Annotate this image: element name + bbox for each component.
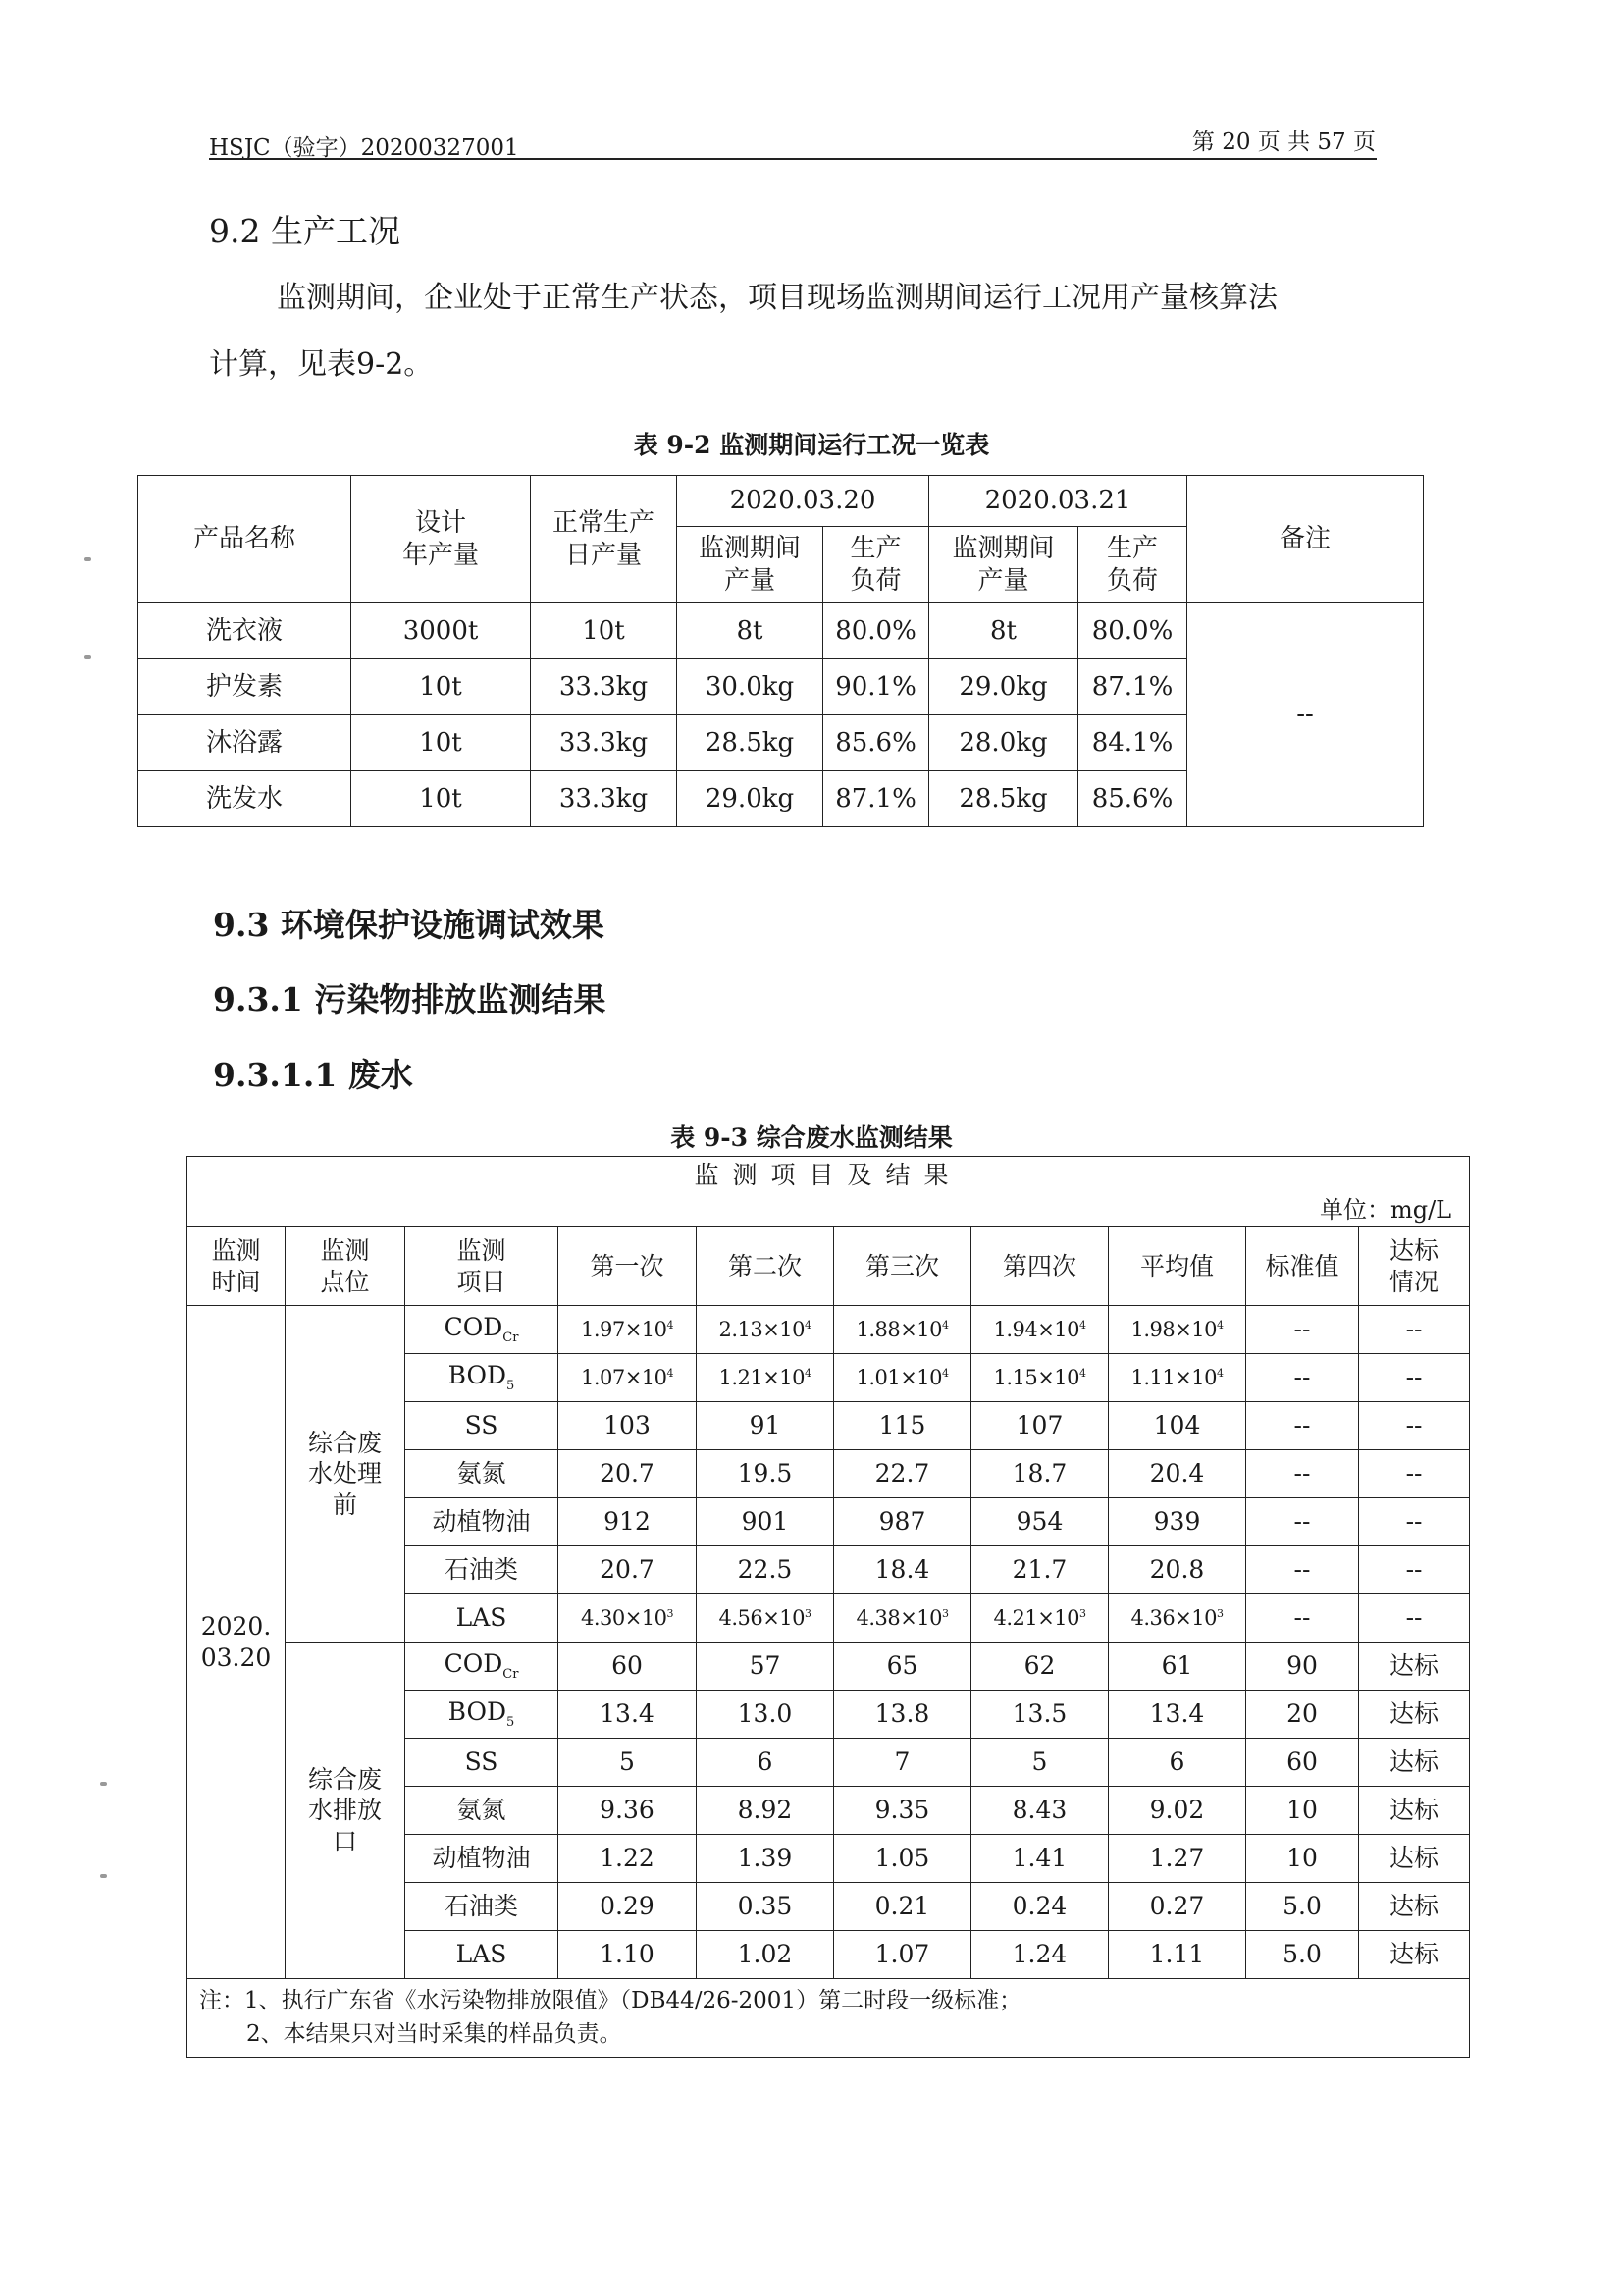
cell-value: 18.4 — [834, 1546, 971, 1594]
cell-standard: 10 — [1246, 1787, 1359, 1835]
cell-item: LAS — [405, 1931, 558, 1979]
cell-compliance: -- — [1359, 1402, 1470, 1450]
cell-design: 10t — [351, 715, 531, 771]
section-9-2-title: 9.2 生产工况 — [209, 212, 400, 250]
paragraph-line-1: 监测期间，企业处于正常生产状态，项目现场监测期间运行工况用产量核算法 — [277, 281, 1278, 315]
cell-value: 7 — [834, 1739, 971, 1787]
header-point: 监测 点位 — [286, 1227, 405, 1306]
cell-value: $1.07\times 10^4$ — [558, 1354, 697, 1402]
cell-value: 61 — [1109, 1643, 1246, 1691]
cell-standard: -- — [1246, 1402, 1359, 1450]
cell-output: 30.0kg — [677, 659, 823, 715]
cell-value: $1.11\times 10^4$ — [1109, 1354, 1246, 1402]
header-normal: 正常生产 日产量 — [531, 476, 677, 603]
cell-value: $4.21\times 10^3$ — [971, 1594, 1109, 1643]
cell-load: 84.1% — [1078, 715, 1187, 771]
header-first: 第一次 — [558, 1227, 697, 1306]
cell-compliance: 达标 — [1359, 1739, 1470, 1787]
page-info: 第 20 页 共 57 页 — [1191, 130, 1376, 155]
cell-value: 8.43 — [971, 1787, 1109, 1835]
cell-value: 13.5 — [971, 1691, 1109, 1739]
cell-item: $BOD_5$ — [405, 1691, 558, 1739]
cell-value: 115 — [834, 1402, 971, 1450]
cell-value: $1.01\times 10^4$ — [834, 1354, 971, 1402]
cell-load: 90.1% — [823, 659, 929, 715]
cell-value: 1.22 — [558, 1835, 697, 1883]
cell-value: 9.36 — [558, 1787, 697, 1835]
cell-standard: -- — [1246, 1498, 1359, 1546]
cell-daily: 33.3kg — [531, 771, 677, 827]
cell-value: 103 — [558, 1402, 697, 1450]
cell-value: $4.56\times 10^3$ — [697, 1594, 834, 1643]
header-design: 设计 年产量 — [351, 476, 531, 603]
header-output: 监测期间 产量 — [677, 527, 823, 603]
cell-value: 1.24 — [971, 1931, 1109, 1979]
cell-value: 107 — [971, 1402, 1109, 1450]
cell-value: $2.13\times 10^4$ — [697, 1306, 834, 1354]
cell-load: 85.6% — [823, 715, 929, 771]
header-remark: 备注 — [1187, 476, 1424, 603]
cell-value: 6 — [1109, 1739, 1246, 1787]
cell-value: 0.29 — [558, 1883, 697, 1931]
cell-design: 10t — [351, 771, 531, 827]
header-second: 第二次 — [697, 1227, 834, 1306]
cell-load: 80.0% — [823, 603, 929, 659]
cell-daily: 33.3kg — [531, 715, 677, 771]
cell-value: 6 — [697, 1739, 834, 1787]
cell-value: 19.5 — [697, 1450, 834, 1498]
header-load: 生产 负荷 — [1078, 527, 1187, 603]
cell-value: $4.38\times 10^3$ — [834, 1594, 971, 1643]
cell-value: 1.39 — [697, 1835, 834, 1883]
table-9-3-caption: 表 9-3 综合废水监测结果 — [670, 1123, 953, 1152]
scan-speck — [100, 1874, 107, 1878]
cell-value: 13.0 — [697, 1691, 834, 1739]
cell-value: 22.7 — [834, 1450, 971, 1498]
note-line-1: 注：1、执行广东省《水污染物排放限值》（DB44/26-2001）第二时段一级标准； — [199, 1988, 1022, 2014]
cell-value: $1.15\times 10^4$ — [971, 1354, 1109, 1402]
header-item: 监测 项目 — [405, 1227, 558, 1306]
cell-output: 29.0kg — [929, 659, 1078, 715]
cell-point: 综合废 水处理 前 — [286, 1306, 405, 1643]
cell-value: $1.97\times 10^4$ — [558, 1306, 697, 1354]
cell-value: 20.7 — [558, 1546, 697, 1594]
cell-value: 5 — [558, 1739, 697, 1787]
cell-value: $1.21\times 10^4$ — [697, 1354, 834, 1402]
cell-item: $COD_{Cr}$ — [405, 1306, 558, 1354]
cell-output: 29.0kg — [677, 771, 823, 827]
report-number: HSJC（验字）20200327001 — [209, 135, 519, 161]
cell-standard: 5.0 — [1246, 1931, 1359, 1979]
cell-output: 8t — [677, 603, 823, 659]
header-date-2: 2020.03.21 — [929, 476, 1187, 527]
cell-value: 987 — [834, 1498, 971, 1546]
cell-value: 8.92 — [697, 1787, 834, 1835]
cell-value: 22.5 — [697, 1546, 834, 1594]
cell-item: 氨氮 — [405, 1450, 558, 1498]
cell-standard: -- — [1246, 1594, 1359, 1643]
cell-compliance: -- — [1359, 1594, 1470, 1643]
cell-standard: 20 — [1246, 1691, 1359, 1739]
cell-value: 912 — [558, 1498, 697, 1546]
header-product: 产品名称 — [138, 476, 351, 603]
cell-value: $1.94\times 10^4$ — [971, 1306, 1109, 1354]
cell-item: 氨氮 — [405, 1787, 558, 1835]
cell-compliance: 达标 — [1359, 1691, 1470, 1739]
cell-output: 8t — [929, 603, 1078, 659]
cell-value: $4.30\times 10^3$ — [558, 1594, 697, 1643]
cell-value: 91 — [697, 1402, 834, 1450]
cell-value: 62 — [971, 1643, 1109, 1691]
cell-design: 3000t — [351, 603, 531, 659]
header-third: 第三次 — [834, 1227, 971, 1306]
cell-value: 65 — [834, 1643, 971, 1691]
cell-value: 1.07 — [834, 1931, 971, 1979]
cell-value: 60 — [558, 1643, 697, 1691]
cell-standard: -- — [1246, 1450, 1359, 1498]
cell-item: $BOD_5$ — [405, 1354, 558, 1402]
section-9-3-1-1-title: 9.3.1.1 废水 — [213, 1056, 413, 1094]
header-standard: 标准值 — [1246, 1227, 1359, 1306]
header-compliance: 达标 情况 — [1359, 1227, 1470, 1306]
cell-compliance: -- — [1359, 1450, 1470, 1498]
cell-product: 沐浴露 — [138, 715, 351, 771]
cell-item: LAS — [405, 1594, 558, 1643]
cell-value: 1.05 — [834, 1835, 971, 1883]
cell-value: 18.7 — [971, 1450, 1109, 1498]
cell-standard: 90 — [1246, 1643, 1359, 1691]
cell-value: 13.4 — [1109, 1691, 1246, 1739]
scan-speck — [84, 655, 91, 659]
cell-value: 1.27 — [1109, 1835, 1246, 1883]
cell-value: 20.7 — [558, 1450, 697, 1498]
section-9-3-1-title: 9.3.1 污染物排放监测结果 — [213, 980, 606, 1018]
cell-design: 10t — [351, 659, 531, 715]
cell-compliance: -- — [1359, 1354, 1470, 1402]
cell-output: 28.5kg — [929, 771, 1078, 827]
cell-value: 13.4 — [558, 1691, 697, 1739]
cell-value: 1.11 — [1109, 1931, 1246, 1979]
cell-point: 综合废 水排放 口 — [286, 1643, 405, 1979]
cell-load: 85.6% — [1078, 771, 1187, 827]
cell-value: 1.02 — [697, 1931, 834, 1979]
table-9-2-caption: 表 9-2 监测期间运行工况一览表 — [633, 431, 990, 459]
cell-remark: -- — [1187, 603, 1424, 827]
header-time: 监测 时间 — [187, 1227, 286, 1306]
cell-standard: -- — [1246, 1546, 1359, 1594]
cell-value: 21.7 — [971, 1546, 1109, 1594]
cell-compliance: 达标 — [1359, 1931, 1470, 1979]
cell-value: 104 — [1109, 1402, 1246, 1450]
cell-load: 87.1% — [823, 771, 929, 827]
cell-compliance: 达标 — [1359, 1835, 1470, 1883]
cell-compliance: -- — [1359, 1546, 1470, 1594]
header-average: 平均值 — [1109, 1227, 1246, 1306]
cell-value: 954 — [971, 1498, 1109, 1546]
title-row — [187, 1157, 1470, 1194]
cell-daily: 33.3kg — [531, 659, 677, 715]
cell-item: $COD_{Cr}$ — [405, 1643, 558, 1691]
table-9-3 — [186, 1156, 1470, 2058]
paragraph-line-2: 计算，见表9-2。 — [209, 347, 434, 382]
cell-value: 20.4 — [1109, 1450, 1246, 1498]
cell-product: 洗衣液 — [138, 603, 351, 659]
cell-date: 2020. 03.20 — [187, 1306, 286, 1979]
table-header-row — [187, 1227, 1470, 1306]
table-9-2 — [137, 475, 1424, 827]
cell-product: 洗发水 — [138, 771, 351, 827]
cell-value: 20.8 — [1109, 1546, 1246, 1594]
cell-value: 13.8 — [834, 1691, 971, 1739]
cell-value: 901 — [697, 1498, 834, 1546]
cell-compliance: -- — [1359, 1306, 1470, 1354]
note-row — [187, 1979, 1470, 2058]
table-row — [138, 603, 1424, 659]
cell-value: 939 — [1109, 1498, 1246, 1546]
header-fourth: 第四次 — [971, 1227, 1109, 1306]
header-load: 生产 负荷 — [823, 527, 929, 603]
cell-item: SS — [405, 1739, 558, 1787]
table-row — [187, 1306, 1470, 1354]
cell-item: 石油类 — [405, 1883, 558, 1931]
cell-item: 石油类 — [405, 1546, 558, 1594]
table-note — [187, 1979, 1470, 2058]
cell-compliance: 达标 — [1359, 1883, 1470, 1931]
cell-standard: 10 — [1246, 1835, 1359, 1883]
cell-value: 0.27 — [1109, 1883, 1246, 1931]
table-title: 监测项目及结果 — [187, 1157, 1470, 1194]
cell-item: SS — [405, 1402, 558, 1450]
cell-value: $1.98\times 10^4$ — [1109, 1306, 1246, 1354]
cell-value: 57 — [697, 1643, 834, 1691]
unit-row — [187, 1194, 1470, 1227]
cell-load: 80.0% — [1078, 603, 1187, 659]
cell-product: 护发素 — [138, 659, 351, 715]
cell-item: 动植物油 — [405, 1835, 558, 1883]
scan-speck — [84, 557, 91, 561]
cell-daily: 10t — [531, 603, 677, 659]
header-date-1: 2020.03.20 — [677, 476, 929, 527]
table-header-row — [138, 476, 1424, 527]
cell-value: 1.41 — [971, 1835, 1109, 1883]
cell-value: $4.36\times 10^3$ — [1109, 1594, 1246, 1643]
cell-standard: -- — [1246, 1354, 1359, 1402]
header-rule — [209, 158, 1377, 160]
cell-compliance: 达标 — [1359, 1787, 1470, 1835]
cell-standard: 5.0 — [1246, 1883, 1359, 1931]
cell-output: 28.0kg — [929, 715, 1078, 771]
cell-value: 9.02 — [1109, 1787, 1246, 1835]
cell-value: 0.35 — [697, 1883, 834, 1931]
note-line-2: 2、本结果只对当时采集的样品负责。 — [246, 2020, 622, 2047]
cell-compliance: 达标 — [1359, 1643, 1470, 1691]
cell-standard: 60 — [1246, 1739, 1359, 1787]
cell-standard: -- — [1246, 1306, 1359, 1354]
cell-value: 9.35 — [834, 1787, 971, 1835]
header-output: 监测期间 产量 — [929, 527, 1078, 603]
cell-value: 1.10 — [558, 1931, 697, 1979]
cell-compliance: -- — [1359, 1498, 1470, 1546]
unit-label: 单位：mg/L — [187, 1194, 1470, 1227]
scan-speck — [100, 1782, 107, 1786]
cell-load: 87.1% — [1078, 659, 1187, 715]
cell-output: 28.5kg — [677, 715, 823, 771]
cell-value: 0.24 — [971, 1883, 1109, 1931]
cell-value: 0.21 — [834, 1883, 971, 1931]
section-9-3-title: 9.3 环境保护设施调试效果 — [213, 906, 604, 944]
cell-value: 5 — [971, 1739, 1109, 1787]
table-row — [187, 1643, 1470, 1691]
cell-value: $1.88\times 10^4$ — [834, 1306, 971, 1354]
cell-item: 动植物油 — [405, 1498, 558, 1546]
